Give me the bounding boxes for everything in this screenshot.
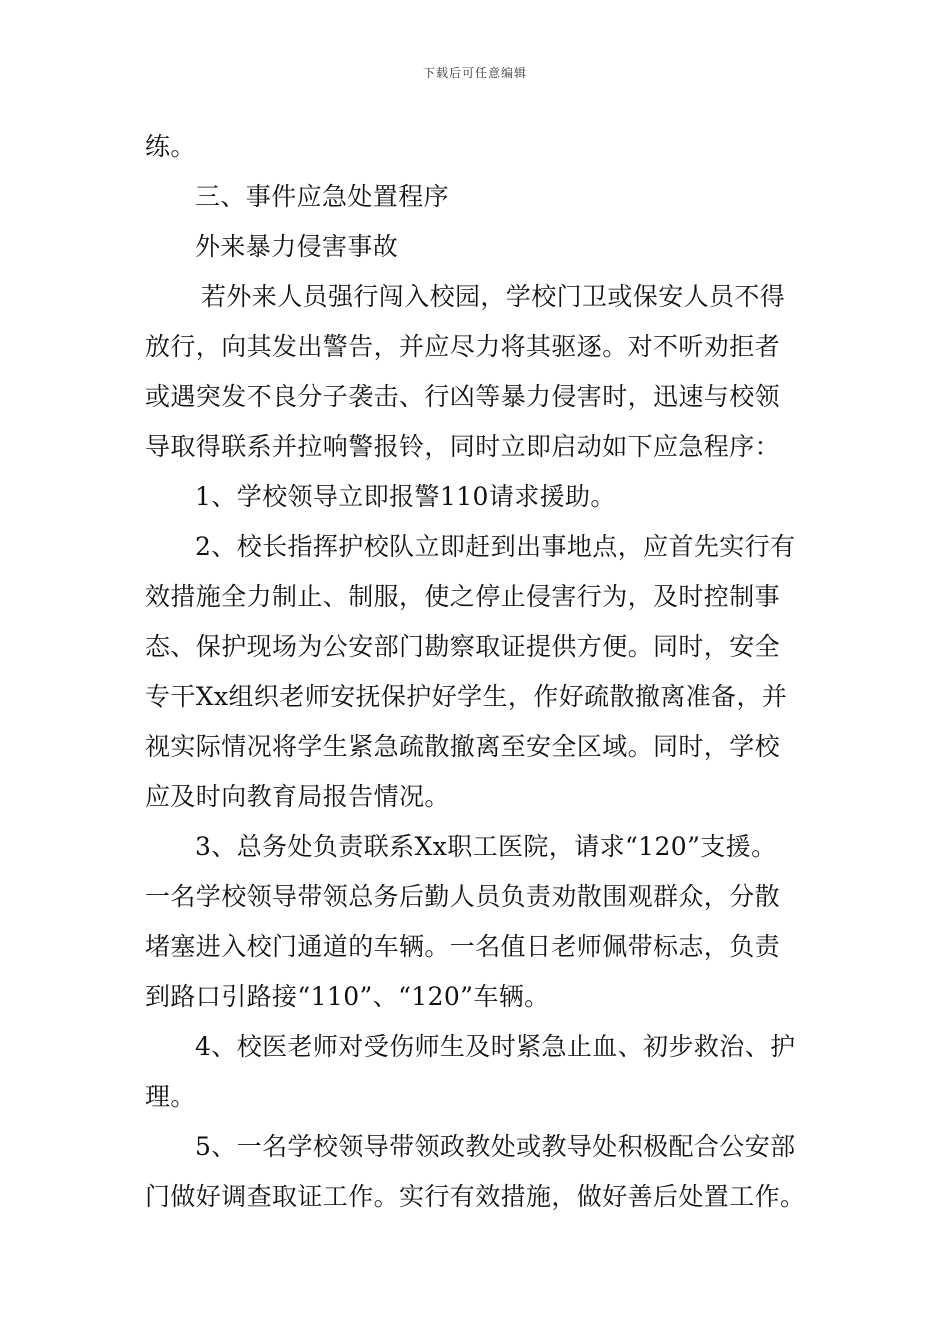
list-item: 3、总务处负责联系Xx职工医院，请求“120”支援。 xyxy=(195,832,777,861)
list-item: 5、一名学校领导带领政教处或教导处积极配合公安部 xyxy=(195,1132,796,1161)
text-line: 视实际情况将学生紧急疏散撤离至安全区域。同时，学校 xyxy=(145,732,781,761)
text-line: 专干Xx组织老师安抚保护好学生，作好疏散撤离准备，并 xyxy=(145,682,788,711)
list-item: 2、校长指挥护校队立即赶到出事地点，应首先实行有 xyxy=(195,532,796,561)
text-line: 应及时向教育局报告情况。 xyxy=(145,782,450,811)
text-line: 若外来人员强行闯入校园，学校门卫或保安人员不得 xyxy=(201,282,786,311)
text-line: 堵塞进入校门通道的车辆。一名值日老师佩带标志，负责 xyxy=(145,932,781,961)
text-line: 态、保护现场为公安部门勘察取证提供方便。同时，安全 xyxy=(145,632,781,661)
list-item: 4、校医老师对受伤师生及时紧急止血、初步救治、护 xyxy=(195,1032,796,1061)
page-header: 下载后可任意编辑 xyxy=(422,66,527,80)
text-line: 练。 xyxy=(145,132,196,161)
document-body xyxy=(145,122,810,1222)
text-line: 导取得联系并拉响警报铃，同时立即启动如下应急程序： xyxy=(145,432,781,461)
text-line: 一名学校领导带领总务后勤人员负责劝散围观群众，分散 xyxy=(145,882,781,911)
subsection-heading: 外来暴力侵害事故 xyxy=(195,232,399,261)
text-line: 效措施全力制止、制服，使之停止侵害行为，及时控制事 xyxy=(145,582,781,611)
text-line: 放行，向其发出警告，并应尽力将其驱逐。对不听劝拒者 xyxy=(145,332,781,361)
list-item: 1、学校领导立即报警110请求援助。 xyxy=(195,482,616,511)
text-line: 理。 xyxy=(145,1082,196,1111)
section-heading: 三、事件应急处置程序 xyxy=(195,182,450,211)
text-line: 到路口引路接“110”、“120”车辆。 xyxy=(145,982,550,1011)
text-line: 门做好调查取证工作。实行有效措施，做好善后处置工作。 xyxy=(145,1182,806,1211)
text-line: 或遇突发不良分子袭击、行凶等暴力侵害时，迅速与校领 xyxy=(145,382,781,411)
